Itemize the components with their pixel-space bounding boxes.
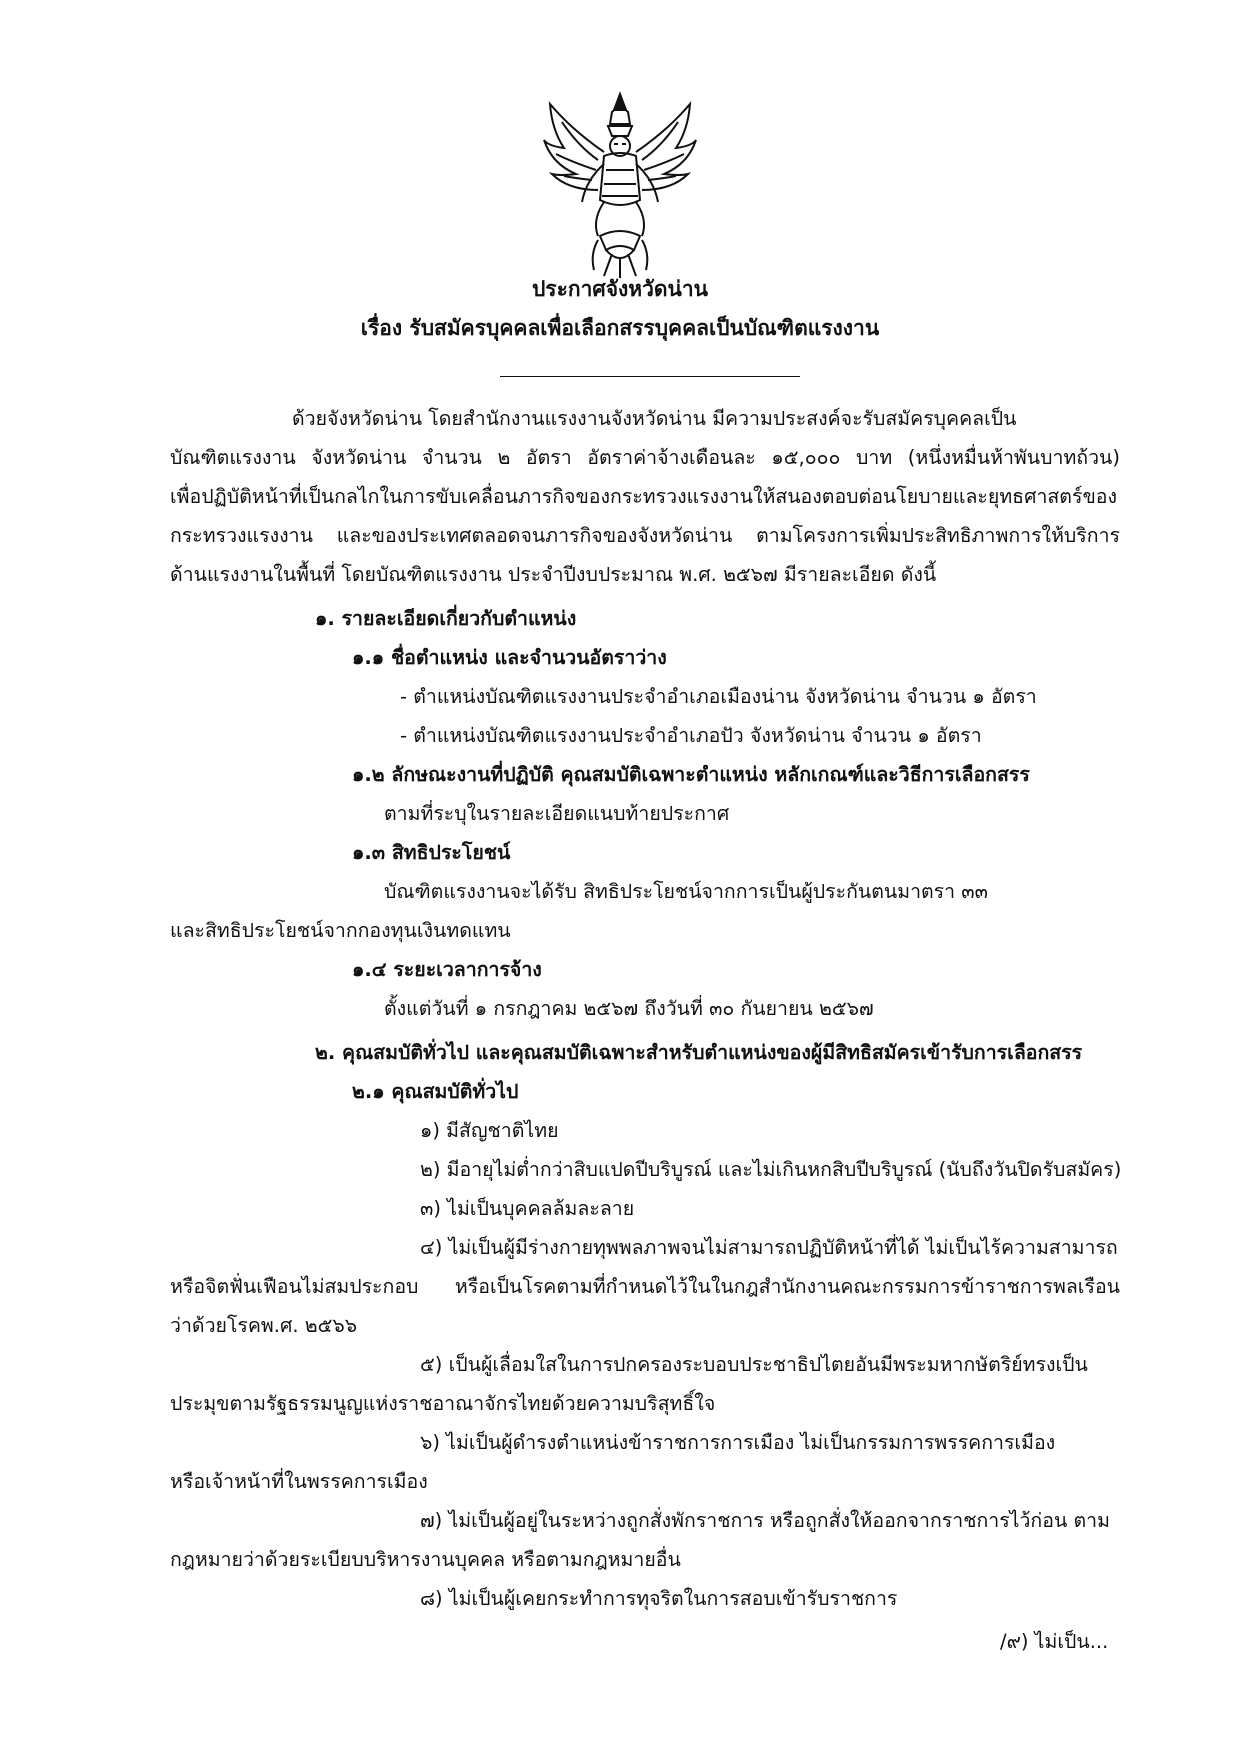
section-1-1-heading: ๑.๑ ชื่อตำแหน่ง และจำนวนอัตราว่าง — [352, 646, 667, 669]
section-1-2-heading: ๑.๒ ลักษณะงานที่ปฏิบัติ คุณสมบัติเฉพาะตำแหน่ง หลักเกณฑ์และวิธีการเลือกสรร — [352, 763, 1030, 786]
qualification-item-1: ๑) มีสัญชาติไทย — [420, 1119, 559, 1142]
section-1-3-text-1: บัณฑิตแรงงานจะได้รับ สิทธิประโยชน์จากการเป็นผู้ประกันตนมาตรา ๓๓ — [384, 880, 988, 903]
section-1-2-text: ตามที่ระบุในรายละเอียดแนบท้ายประกาศ — [384, 802, 730, 825]
qualification-item-4c: ว่าด้วยโรคพ.ศ. ๒๕๖๖ — [170, 1314, 358, 1337]
position-item-2: - ตำแหน่งบัณฑิตแรงงานประจำอำเภอปัว จังหวัดน่าน จำนวน ๑ อัตรา — [400, 724, 982, 747]
section-1-heading: ๑. รายละเอียดเกี่ยวกับตำแหน่ง — [315, 607, 577, 630]
qualification-item-5b: ประมุขตามรัฐธรรมนูญแห่งราชอาณาจักรไทยด้วยความบริสุทธิ์ใจ — [170, 1392, 716, 1415]
intro-line-3: เพื่อปฏิบัติหน้าที่เป็นกลไกในการขับเคลื่อนภารกิจของกระทรวงแรงงานให้สนองตอบต่อนโยบายและยุทธศาสตร์ของ — [170, 485, 1118, 508]
page-title: ประกาศจังหวัดน่าน — [531, 277, 709, 301]
section-1-4-heading: ๑.๔ ระยะเวลาการจ้าง — [352, 958, 542, 981]
announcement-subject: เรื่อง รับสมัครบุคคลเพื่อเลือกสรรบุคคลเป็นบัณฑิตแรงงาน — [360, 316, 880, 340]
section-2-1-heading: ๒.๑ คุณสมบัติทั่วไป — [352, 1080, 519, 1103]
qualification-item-5a: ๕) เป็นผู้เลื่อมใสในการปกครองระบอบประชาธิปไตยอันมีพระมหากษัตริย์ทรงเป็น — [420, 1353, 1088, 1376]
intro-line-1: ด้วยจังหวัดน่าน โดยสำนักงานแรงงานจังหวัดน่าน มีความประสงค์จะรับสมัครบุคคลเป็น — [292, 407, 1017, 430]
section-2-heading: ๒. คุณสมบัติทั่วไป และคุณสมบัติเฉพาะสำหรับตำแหน่งของผู้มีสิทธิสมัครเข้ารับการเลือกสรร — [315, 1041, 1083, 1064]
intro-line-4: กระทรวงแรงงาน และของประเทศตลอดจนภารกิจของจังหวัดน่าน ตามโครงการเพิ่มประสิทธิภาพการให้บริการ — [170, 524, 1120, 547]
qualification-item-8: ๘) ไม่เป็นผู้เคยกระทำการทุจริตในการสอบเข้ารับราชการ — [420, 1587, 898, 1610]
section-1-3-text-2: และสิทธิประโยชน์จากกองทุนเงินทดแทน — [170, 919, 511, 942]
garuda-emblem-icon — [542, 90, 698, 280]
qualification-item-3: ๓) ไม่เป็นบุคคลล้มละลาย — [420, 1197, 635, 1220]
continuation-marker: /๙) ไม่เป็น... — [1000, 1630, 1109, 1653]
qualification-item-6b: หรือเจ้าหน้าที่ในพรรคการเมือง — [170, 1470, 428, 1493]
qualification-item-7a: ๗) ไม่เป็นผู้อยู่ในระหว่างถูกสั่งพักราชการ หรือถูกสั่งให้ออกจากราชการไว้ก่อน ตาม — [420, 1509, 1110, 1532]
qualification-item-6a: ๖) ไม่เป็นผู้ดำรงตำแหน่งข้าราชการการเมือง ไม่เป็นกรรมการพรรคการเมือง — [420, 1431, 1056, 1454]
title-divider — [500, 376, 800, 377]
section-1-3-heading: ๑.๓ สิทธิประโยชน์ — [352, 841, 511, 864]
position-item-1: - ตำแหน่งบัณฑิตแรงงานประจำอำเภอเมืองน่าน จังหวัดน่าน จำนวน ๑ อัตรา — [400, 685, 1037, 708]
qualification-item-4a: ๔) ไม่เป็นผู้มีร่างกายทุพพลภาพจนไม่สามารถปฏิบัติหน้าที่ได้ ไม่เป็นไร้ความสามารถ — [420, 1236, 1118, 1259]
qualification-item-2: ๒) มีอายุไม่ต่ำกว่าสิบแปดปีบริบูรณ์ และไม่เกินหกสิบปีบริบูรณ์ (นับถึงวันปิดรับสมัคร) — [420, 1158, 1122, 1181]
section-1-4-text: ตั้งแต่วันที่ ๑ กรกฎาคม ๒๕๖๗ ถึงวันที่ ๓๐ กันยายน ๒๕๖๗ — [384, 997, 874, 1020]
intro-line-5: ด้านแรงงานในพื้นที่ โดยบัณฑิตแรงงาน ประจำปีงบประมาณ พ.ศ. ๒๕๖๗ มีรายละเอียด ดังนี้ — [170, 563, 937, 586]
qualification-item-7b: กฎหมายว่าด้วยระเบียบบริหารงานบุคคล หรือตามกฎหมายอื่น — [170, 1548, 681, 1571]
qualification-item-4b: หรือจิตฟั่นเฟือนไม่สมประกอบ หรือเป็นโรคตามที่กำหนดไว้ในในกฎสำนักงานคณะกรรมการข้าราชการพลเรือน — [170, 1275, 1120, 1298]
intro-line-2: บัณฑิตแรงงาน จังหวัดน่าน จำนวน ๒ อัตรา อัตราค่าจ้างเดือนละ ๑๕,๐๐๐ บาท (หนึ่งหมื่นห้าพันบาทถ้วน) — [170, 446, 1120, 469]
